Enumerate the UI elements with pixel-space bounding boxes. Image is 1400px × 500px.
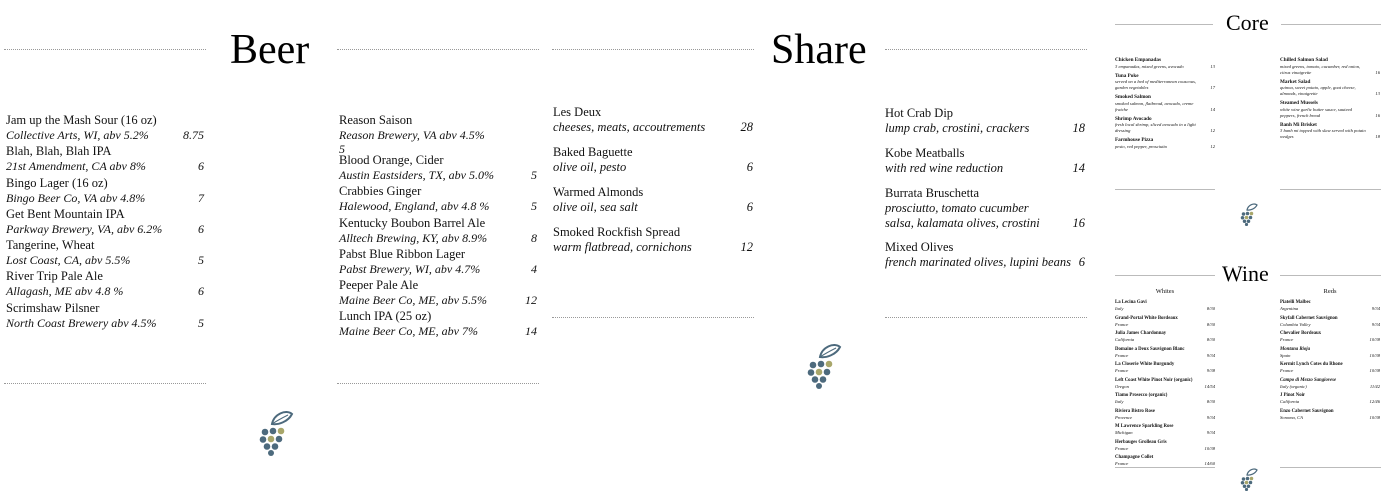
wine-name: Champagne Collet bbox=[1115, 455, 1154, 460]
wine-name: Julia James Chardonnay bbox=[1115, 331, 1167, 336]
beer-desc: Allagash, ME abv 4.8 % bbox=[6, 284, 124, 299]
core-price: 16 bbox=[1375, 69, 1380, 75]
wine-price: 10/38 bbox=[1369, 368, 1380, 373]
wine-price: 8/30 bbox=[1206, 399, 1215, 404]
wine-origin: Sonoma, CA bbox=[1280, 414, 1303, 420]
wine-price: 9/34 bbox=[1371, 321, 1380, 327]
share-price: 18 bbox=[1072, 121, 1085, 135]
wine-origin: Michigan bbox=[1115, 430, 1133, 435]
beer-item bbox=[6, 301, 204, 332]
share-price: 6 bbox=[746, 160, 753, 174]
wine-item bbox=[1280, 393, 1380, 409]
wine-origin: France bbox=[1280, 337, 1294, 342]
wine-reds-heading: Reds bbox=[1323, 288, 1337, 295]
wine-name: Domaine a Deux Sauvignon Blanc bbox=[1115, 346, 1185, 352]
core-price: 13 bbox=[1375, 91, 1380, 96]
wine-item bbox=[1280, 300, 1380, 316]
beer-price: 5 bbox=[531, 168, 537, 182]
wine-price: 14/54 bbox=[1204, 383, 1215, 389]
core-title: Core bbox=[1226, 10, 1269, 35]
wine-name: Herbauges Grolleau Gris bbox=[1115, 439, 1167, 445]
wine-origin: France bbox=[1115, 368, 1129, 373]
core-top-rule-left bbox=[1115, 24, 1213, 25]
core-item bbox=[1280, 122, 1380, 141]
beer-item bbox=[339, 113, 537, 156]
wine-name: Piatelli Malbec bbox=[1280, 300, 1311, 305]
beer-title: Beer bbox=[230, 27, 310, 73]
beer-name: Jam up the Mash Sour (16 oz) bbox=[6, 113, 157, 127]
beer-desc: Reason Brewery, VA abv 4.5% bbox=[339, 128, 485, 142]
beer-name: Reason Saison bbox=[339, 113, 413, 127]
core-desc: mixed greens, tomato, cucumber, red onion, citrus vinaigrette bbox=[1280, 63, 1361, 75]
core-item bbox=[1115, 116, 1215, 135]
wine-origin: France bbox=[1115, 461, 1129, 466]
beer-name: Crabbies Ginger bbox=[339, 184, 422, 199]
wine-item bbox=[1115, 300, 1215, 316]
beer-name: Lunch IPA (25 oz) bbox=[339, 309, 432, 324]
beer-desc: Parkway Brewery, VA, abv 6.2% bbox=[6, 221, 163, 236]
core-item bbox=[1115, 57, 1215, 70]
beer-price: 5 bbox=[339, 142, 345, 156]
beer-price: 8.75 bbox=[183, 128, 204, 142]
grape-logo-icon bbox=[1240, 468, 1258, 491]
beer-desc: Alltech Brewing, KY, abv 8.9% bbox=[339, 230, 488, 245]
share-price: 6 bbox=[1078, 255, 1085, 269]
wine-item bbox=[1115, 424, 1215, 440]
core-name: Tuna Poke bbox=[1115, 72, 1139, 79]
share-item bbox=[885, 240, 1085, 280]
core-item bbox=[1280, 57, 1380, 76]
share-item bbox=[553, 105, 753, 145]
share-desc: french marinated olives, lupini beans bbox=[885, 255, 1071, 269]
wine-name: Chevalier Bordeaux bbox=[1280, 331, 1322, 336]
wine-price: 10/38 bbox=[1204, 445, 1215, 451]
beer-top-rule-left bbox=[4, 49, 206, 50]
share-name: Les Deux bbox=[553, 105, 602, 119]
core-item bbox=[1280, 79, 1380, 98]
share-desc: prosciutto, tomato cucumber salsa, kalamata olives, crostini bbox=[885, 201, 1040, 230]
wine-price: 14/60 bbox=[1204, 461, 1215, 466]
wine-name: Montana Rioja bbox=[1280, 346, 1310, 352]
beer-name: Blah, Blah, Blah IPA bbox=[6, 144, 112, 159]
beer-name: River Trip Pale Ale bbox=[6, 269, 103, 284]
beer-price: 6 bbox=[198, 284, 204, 299]
beer-item bbox=[339, 153, 537, 184]
share-title: Share bbox=[771, 27, 867, 73]
wine-item bbox=[1280, 378, 1380, 394]
wine-price: 9/34 bbox=[1206, 414, 1215, 420]
beer-price: 5 bbox=[531, 199, 537, 214]
wine-name: Campo di Mezzo Sangiovese bbox=[1280, 377, 1337, 383]
beer-price: 12 bbox=[525, 293, 537, 308]
wine-price: 9/34 bbox=[1371, 306, 1380, 311]
beer-price: 4 bbox=[531, 261, 537, 276]
core-name: Banh Mi Brisket bbox=[1280, 121, 1317, 128]
core-desc: smoked salmon, flatbread, avocado, creme fraiche bbox=[1115, 100, 1194, 112]
share-item bbox=[553, 185, 753, 225]
wine-item bbox=[1115, 347, 1215, 363]
beer-desc: Bingo Beer Co, VA abv 4.8% bbox=[6, 190, 146, 205]
share-desc: with red wine reduction bbox=[885, 161, 1004, 175]
beer-price: 14 bbox=[525, 324, 537, 339]
share-item bbox=[885, 146, 1085, 186]
beer-desc: Halewood, England, abv 4.8 % bbox=[339, 199, 490, 214]
wine-bottom-rule-right bbox=[1280, 467, 1381, 468]
core-name: Chicken Empanadas bbox=[1115, 57, 1161, 63]
share-desc: cheeses, meats, accoutrements bbox=[553, 120, 706, 134]
wine-name: La Closerie White Burgundy bbox=[1115, 362, 1175, 367]
core-desc: white wine garlic butter sauce, sauteed peppers, french bread bbox=[1280, 106, 1352, 118]
share-name: Burrata Bruschetta bbox=[885, 186, 980, 200]
beer-name: Get Bent Mountain IPA bbox=[6, 206, 125, 221]
beer-desc: Pabst Brewery, WI, abv 4.7% bbox=[339, 261, 481, 276]
beer-list-right bbox=[339, 113, 537, 341]
share-price: 28 bbox=[740, 120, 753, 134]
core-price: 12 bbox=[1210, 143, 1215, 149]
core-bottom-rule-right bbox=[1280, 189, 1381, 190]
core-price: 13 bbox=[1210, 63, 1215, 69]
core-name: Chilled Salmon Salad bbox=[1280, 57, 1328, 63]
core-desc: fresh local shrimp, sliced avocado in a light dressing bbox=[1115, 122, 1196, 133]
wine-item bbox=[1115, 316, 1215, 332]
beer-desc: Collective Arts, WI, abv 5.2% bbox=[6, 128, 149, 142]
beer-desc: North Coast Brewery abv 4.5% bbox=[6, 315, 157, 330]
core-price: 18 bbox=[1375, 134, 1380, 139]
wine-item bbox=[1115, 455, 1215, 471]
share-bottom-rule-right bbox=[885, 317, 1087, 318]
share-item bbox=[885, 106, 1085, 146]
beer-item bbox=[339, 309, 537, 340]
share-desc: lump crab, crostini, crackers bbox=[885, 121, 1030, 135]
core-name: Steamed Mussels bbox=[1280, 100, 1318, 106]
share-name: Mixed Olives bbox=[885, 240, 954, 254]
wine-price: 8/30 bbox=[1206, 306, 1215, 311]
wine-item bbox=[1115, 331, 1215, 347]
wine-item bbox=[1280, 316, 1380, 332]
share-item bbox=[885, 186, 1085, 240]
core-price: 16 bbox=[1375, 112, 1380, 118]
share-name: Kobe Meatballs bbox=[885, 146, 965, 160]
core-price: 12 bbox=[1210, 128, 1215, 133]
share-name: Warmed Almonds bbox=[553, 185, 644, 199]
wine-item bbox=[1115, 409, 1215, 425]
wine-origin: Oregon bbox=[1115, 383, 1129, 389]
share-name: Baked Baguette bbox=[553, 145, 633, 159]
grape-logo-icon bbox=[258, 410, 294, 456]
wine-origin: Columbia Valley bbox=[1280, 321, 1311, 327]
wine-name: Enzo Cabernet Sauvignon bbox=[1280, 408, 1334, 414]
core-list-left bbox=[1115, 57, 1215, 153]
core-item bbox=[1115, 137, 1215, 150]
core-top-rule-right bbox=[1281, 24, 1381, 25]
wine-item bbox=[1280, 409, 1380, 425]
wine-origin: Italy (organic) bbox=[1280, 383, 1307, 389]
share-name: Smoked Rockfish Spread bbox=[553, 225, 681, 239]
wine-origin: Spain bbox=[1280, 352, 1291, 358]
beer-name: Peeper Pale Ale bbox=[339, 278, 419, 293]
core-desc: 3 empanadas, mixed greens, avocado bbox=[1115, 63, 1184, 69]
wine-name: La Lecina Gavi bbox=[1115, 300, 1147, 305]
beer-desc: Maine Beer Co, ME, abv 5.5% bbox=[339, 293, 487, 308]
share-price: 12 bbox=[740, 240, 753, 254]
wine-origin: France bbox=[1115, 321, 1129, 327]
wine-item bbox=[1115, 440, 1215, 456]
beer-price: 7 bbox=[198, 190, 204, 205]
core-desc: quinoa, sweet potato, apple, goat cheese, almonds, vinaigrette bbox=[1280, 85, 1356, 96]
share-list-right bbox=[885, 106, 1085, 280]
wine-origin: France bbox=[1115, 352, 1129, 358]
wine-price: 8/30 bbox=[1206, 321, 1215, 327]
share-desc: warm flatbread, cornichons bbox=[553, 240, 692, 254]
beer-price: 6 bbox=[198, 221, 204, 236]
share-name: Hot Crab Dip bbox=[885, 106, 954, 120]
core-list-right bbox=[1280, 57, 1380, 143]
wine-price: 10/38 bbox=[1369, 337, 1380, 342]
beer-top-rule-right bbox=[337, 49, 539, 50]
wine-whites-heading: Whites bbox=[1155, 288, 1175, 295]
wine-origin: Italy bbox=[1115, 306, 1124, 311]
share-top-rule-right bbox=[885, 49, 1087, 50]
beer-price: 8 bbox=[531, 230, 537, 245]
share-desc: olive oil, pesto bbox=[553, 160, 627, 174]
share-item bbox=[553, 225, 753, 265]
wine-origin: France bbox=[1115, 445, 1129, 451]
core-item bbox=[1115, 73, 1215, 92]
wine-top-rule-right bbox=[1280, 275, 1381, 276]
core-item bbox=[1115, 94, 1215, 113]
wine-price: 10/38 bbox=[1369, 414, 1380, 420]
beer-item bbox=[339, 278, 537, 309]
beer-list-left bbox=[6, 113, 204, 332]
beer-name: Blood Orange, Cider bbox=[339, 153, 444, 167]
wine-price: 9/34 bbox=[1206, 430, 1215, 435]
core-desc: pesto, red pepper, prosciutto bbox=[1115, 143, 1168, 149]
wine-origin: Argentina bbox=[1280, 306, 1299, 311]
beer-item bbox=[6, 238, 204, 269]
wine-origin: France bbox=[1280, 368, 1294, 373]
core-price: 14 bbox=[1210, 106, 1215, 112]
grape-logo-icon bbox=[1240, 203, 1258, 226]
core-name: Farmhouse Pizza bbox=[1115, 137, 1154, 143]
wine-item bbox=[1115, 393, 1215, 409]
wine-price: 8/30 bbox=[1206, 337, 1215, 342]
beer-price: 5 bbox=[198, 315, 204, 330]
beer-name: Bingo Lager (16 oz) bbox=[6, 175, 108, 190]
share-price: 16 bbox=[1072, 216, 1085, 230]
beer-item bbox=[339, 216, 537, 247]
share-top-rule-left bbox=[552, 49, 754, 50]
core-name: Market Salad bbox=[1280, 78, 1311, 85]
wine-origin: California bbox=[1280, 399, 1300, 404]
wine-item bbox=[1115, 362, 1215, 378]
wine-name: Kermit Lynch Cotes du Rhone bbox=[1280, 362, 1343, 367]
wine-top-rule-left bbox=[1115, 275, 1215, 276]
wine-price: 10/38 bbox=[1369, 352, 1380, 358]
core-item bbox=[1280, 100, 1380, 119]
wine-origin: Italy bbox=[1115, 399, 1124, 404]
beer-name: Kentucky Boubon Barrel Ale bbox=[339, 215, 486, 230]
wine-name: Skyfall Cabernet Sauvignon bbox=[1280, 315, 1338, 321]
beer-item bbox=[339, 247, 537, 278]
share-price: 6 bbox=[746, 200, 753, 214]
wine-price: 12/46 bbox=[1369, 399, 1380, 404]
wine-reds bbox=[1280, 288, 1380, 424]
beer-item bbox=[6, 144, 204, 175]
beer-bottom-rule-right bbox=[337, 383, 539, 384]
wine-name: Riviera Bistro Rose bbox=[1115, 408, 1155, 414]
share-item bbox=[553, 145, 753, 185]
share-price: 14 bbox=[1072, 161, 1085, 175]
wine-whites bbox=[1115, 288, 1215, 471]
wine-price: 9/38 bbox=[1206, 368, 1215, 373]
share-desc: olive oil, sea salt bbox=[553, 200, 638, 214]
wine-item bbox=[1280, 362, 1380, 378]
wine-price: 9/34 bbox=[1206, 352, 1215, 358]
wine-name: M Lawrence Sparkling Rose bbox=[1115, 424, 1174, 429]
beer-name: Pabst Blue Ribbon Lager bbox=[339, 246, 466, 261]
beer-name: Tangerine, Wheat bbox=[6, 238, 95, 253]
core-bottom-rule-left bbox=[1115, 189, 1215, 190]
wine-bottom-rule-left bbox=[1115, 467, 1215, 468]
beer-bottom-rule-left bbox=[4, 383, 206, 384]
beer-desc: Maine Beer Co, ME, abv 7% bbox=[339, 324, 478, 339]
core-name: Smoked Salmon bbox=[1115, 94, 1151, 100]
beer-item bbox=[6, 207, 204, 238]
beer-price: 6 bbox=[198, 159, 204, 174]
share-list-left bbox=[553, 105, 753, 265]
beer-item bbox=[339, 184, 537, 215]
grape-logo-icon bbox=[806, 343, 842, 389]
wine-name: Grand-Portal White Bordeaux bbox=[1115, 315, 1178, 321]
wine-item bbox=[1115, 378, 1215, 394]
beer-desc: 21st Amendment, CA abv 8% bbox=[6, 159, 146, 174]
wine-price: 11/42 bbox=[1369, 383, 1380, 389]
wine-title: Wine bbox=[1222, 261, 1269, 286]
wine-origin: Provence bbox=[1115, 414, 1133, 420]
beer-name: Scrimshaw Pilsner bbox=[6, 300, 100, 315]
beer-item bbox=[6, 176, 204, 207]
wine-name: Tiamo Prosecco (organic) bbox=[1115, 393, 1168, 398]
core-price: 17 bbox=[1210, 85, 1215, 90]
wine-origin: California bbox=[1115, 337, 1135, 342]
share-bottom-rule-left bbox=[552, 317, 754, 318]
wine-item bbox=[1280, 331, 1380, 347]
wine-name: Left Coast White Pinot Noir (organic) bbox=[1115, 377, 1193, 383]
core-name: Shrimp Avocado bbox=[1115, 115, 1152, 122]
core-desc: 3 banh mi topped with slaw served with potato wedges bbox=[1280, 128, 1366, 139]
wine-name: J Pinot Noir bbox=[1280, 393, 1306, 398]
beer-item bbox=[6, 269, 204, 300]
beer-desc: Austin Eastsiders, TX, abv 5.0% bbox=[339, 168, 494, 182]
beer-desc: Lost Coast, CA, abv 5.5% bbox=[6, 253, 131, 268]
beer-price: 5 bbox=[198, 253, 204, 268]
wine-item bbox=[1280, 347, 1380, 363]
beer-item bbox=[6, 113, 204, 144]
core-desc: served on a bed of mediterranean couscous, garden vegetables bbox=[1115, 79, 1197, 90]
